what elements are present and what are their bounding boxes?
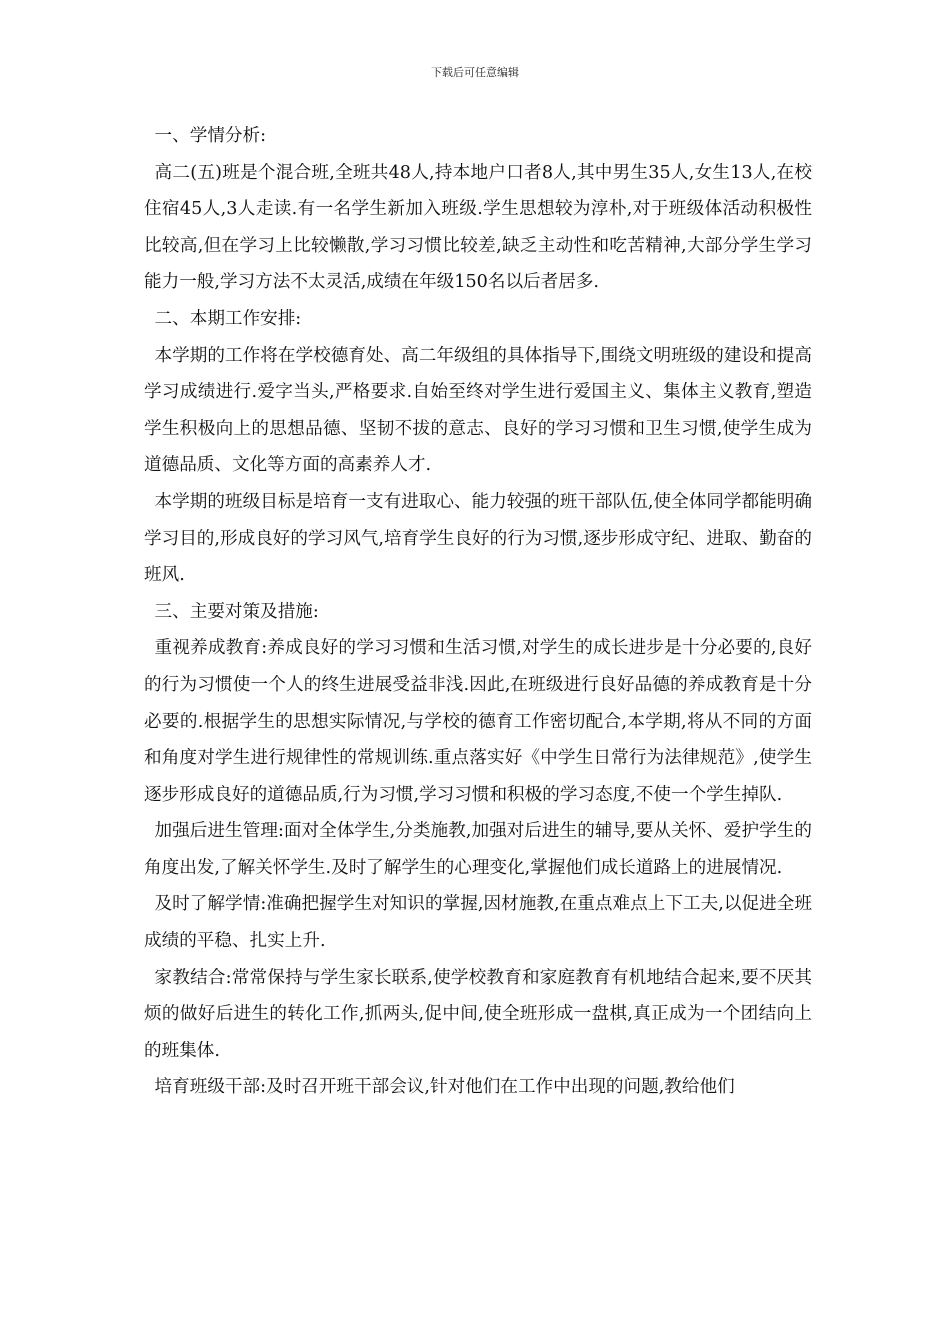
paragraph-class-overview: 高二(五)班是个混合班,全班共48人,持本地户口者8人,其中男生35人,女生13人,在校住宿45人,3人走读.有一名学生新加入班级.学生思想较为淳朴,对于班级体活动积极性比较高,但在学习上比较懒散,学习习惯比较差,缺乏主动性和吃苦精神,大部分学生学习能力一般,学习方法不太灵活,成绩在年级150名以后者居多. [144, 162, 812, 293]
document-body [144, 118, 812, 1106]
page-header-note: 下载后可任意编辑 [431, 66, 519, 79]
section-heading-learning-analysis: 一、学情分析: [154, 126, 267, 146]
paragraph-learning-status: 及时了解学情:准确把握学生对知识的掌握,因材施教,在重点难点上下工夫,以促进全班成绩的平稳、扎实上升. [144, 894, 812, 952]
paragraph-class-goal: 本学期的班级目标是培育一支有进取心、能力较强的班干部队伍,使全体同学都能明确学习目的,形成良好的学习风气,培育学生良好的行为习惯,逐步形成守纪、进取、勤奋的班风. [144, 491, 812, 586]
paragraph-habit-education: 重视养成教育:养成良好的学习习惯和生活习惯,对学生的成长进步是十分必要的,良好的行为习惯使一个人的终生进展受益非浅.因此,在班级进行良好品德的养成教育是十分必要的.根据学生的思想实际情况,与学校的德育工作密切配合,本学期,将从不同的方面和角度对学生进行规律性的常规训练.重点落实好《中学生日常行为法律规范》,使学生逐步形成良好的道德品质,行为习惯,学习习惯和积极的学习态度,不使一个学生掉队. [144, 638, 812, 805]
paragraph-class-cadre: 培育班级干部:及时召开班干部会议,针对他们在工作中出现的问题,教给他们 [154, 1077, 735, 1098]
paragraph-work-plan: 本学期的工作将在学校德育处、高二年级组的具体指导下,围绕文明班级的建设和提高学习成绩进行.爱字当头,严格要求.自始至终对学生进行爱国主义、集体主义教育,塑造学生积极向上的思想品德、坚韧不拔的意志、良好的学习习惯和卫生习惯,使学生成为道德品质、文化等方面的高素养人才. [144, 345, 812, 476]
section-heading-work-plan: 二、本期工作安排: [154, 308, 302, 329]
section-heading-measures: 三、主要对策及措施: [154, 601, 319, 622]
paragraph-underachiever-management: 加强后进生管理:面对全体学生,分类施教,加强对后进生的辅导,要从关怀、爱护学生的角度出发,了解关怀学生.及时了解学生的心理变化,掌握他们成长道路上的进展情况. [144, 821, 812, 878]
paragraph-home-school: 家教结合:常常保持与学生家长联系,使学校教育和家庭教育有机地结合起来,要不厌其烦的做好后进生的转化工作,抓两头,促中间,使全班形成一盘棋,真正成为一个团结向上的班集体. [144, 967, 812, 1061]
